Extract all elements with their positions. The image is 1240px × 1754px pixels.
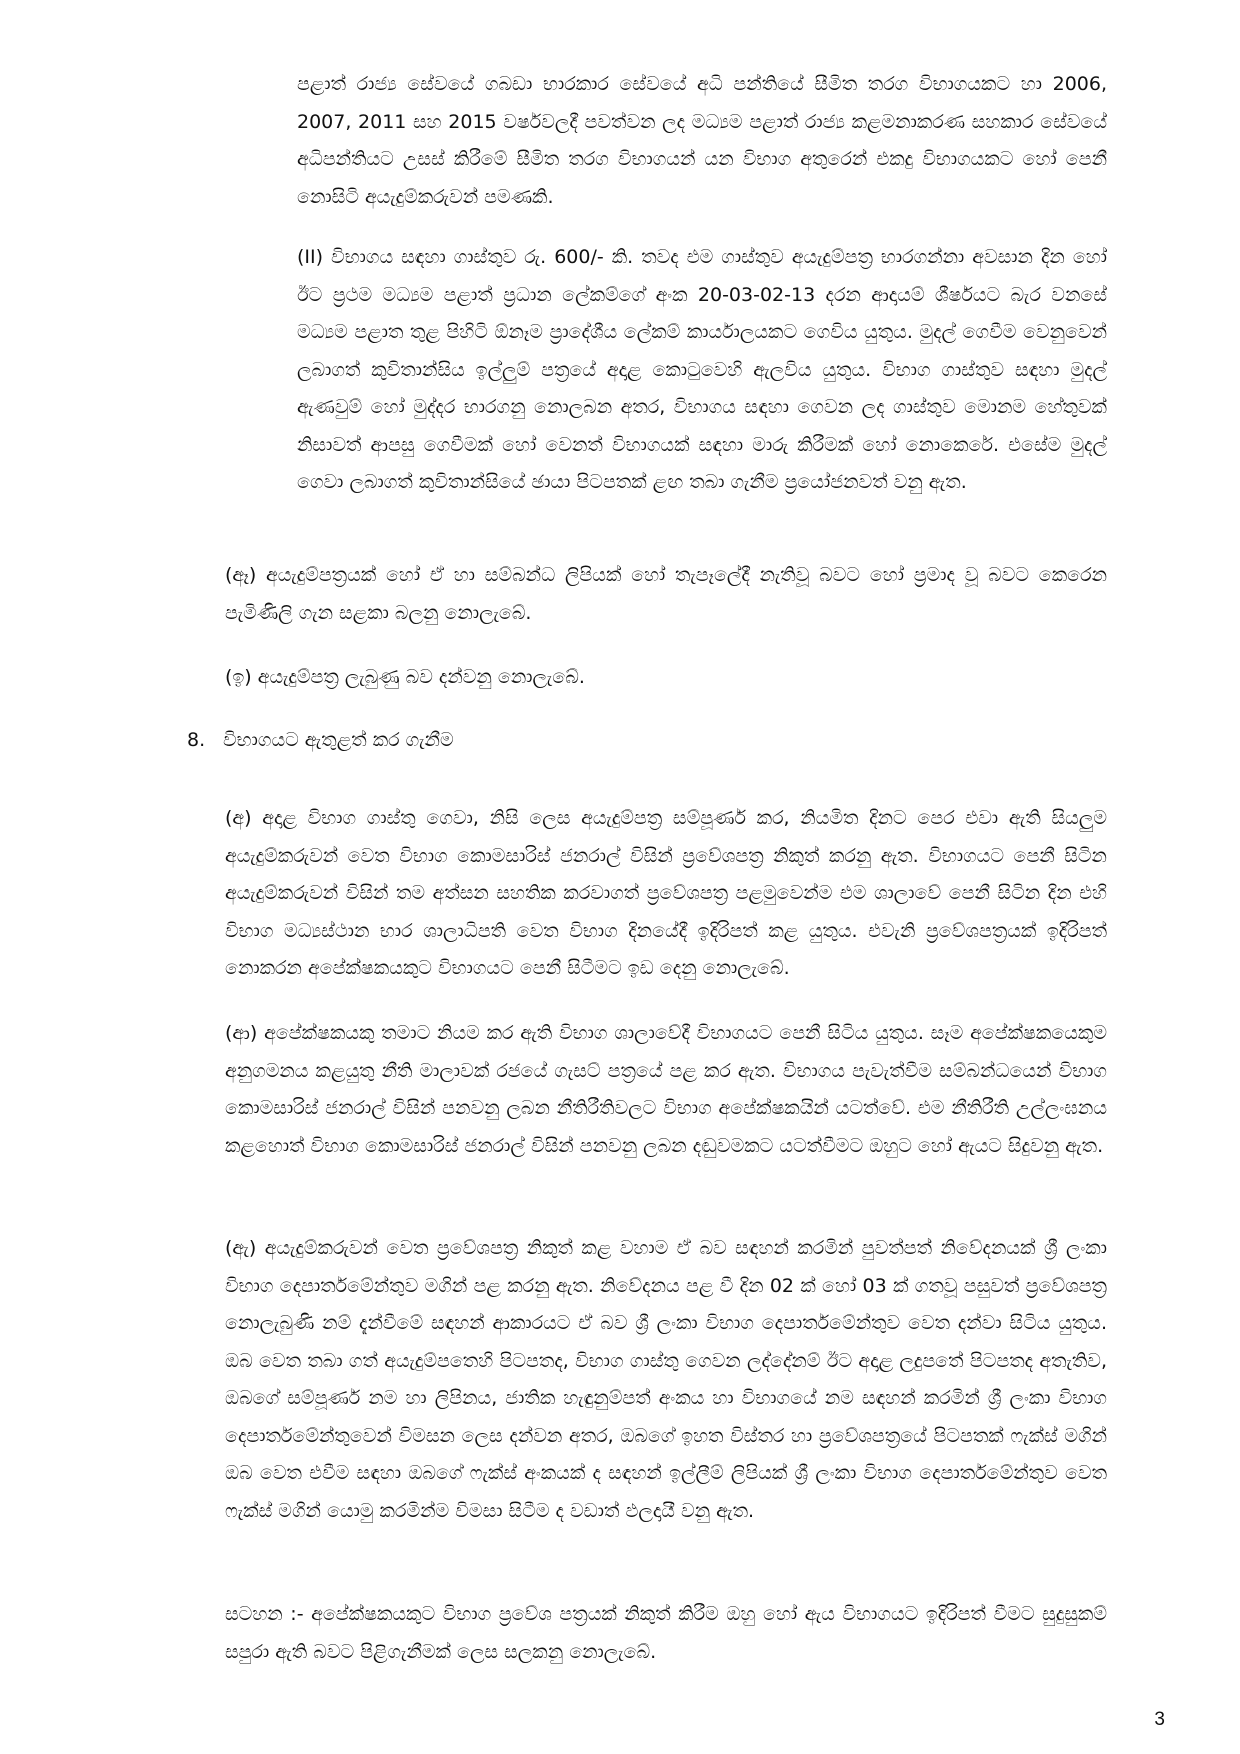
- fee-clause-paragraph: (II) විභාගය සඳහා ගාස්තුව රු. 600/- කි. තවද එම ගාස්තුව අයැදුම්පත්‍ර භාරගන්නා අවසාන දින හෝ ඊට ප්‍රථම මධ්‍යම පළාත් ප්‍රධාන ලේකම්ගේ අංක 20-03-02-13 දරන ආදායම් ශීර්ෂයට බැර වනසේ මධ්‍යම පළාත තුළ පිහිටි ඕනෑම ප්‍රාදේශීය ලේකම් කාර්යාලයකට ගෙවිය යුතුය. මුදල් ගෙවීම වෙනුවෙන් ලබාගත් කුවිතාන්සිය ඉල්ලුම් පත්‍රයේ අදාළ කොටුවෙහි ඇලවිය යුතුය. විභාග ගාස්තුව සඳහා මුදල් ඇණවුම් හෝ මුද්දර භාරගනු නොලබන අතර, විභාගය සඳහා ගෙවන ලද ගාස්තුව මොනම හේතුවක් නිසාවත් ආපසු ගෙවීමක් හෝ වෙනත් විභාගයක් සඳහා මාරු කිරීමක් හෝ නොකෙරේ. එසේම මුදල් ගෙවා ලබාගත් කුවිතාන්සියේ ඡායා පිටපතක් ළඟ තබා ගැනීම ප්‍රයෝජනවත් වනු ඇත.: [297, 246, 1107, 493]
- sub-clause-ae-paragraph: (ඇ) අයැදුම්කරුවන් වෙත ප්‍රවේශපත්‍ර නිකුත් කළ වහාම ඒ බව සඳහන් කරමින් පුවත්පත් නිවේදනයක් ශ්‍රී ලංකා විභාග දෙපාර්තමේන්තුව මගින් පළ කරනු ඇත. නිවේදනය පළ වී දින 02 ක් හෝ 03 ක් ගතවූ පසුවත් ප්‍රවේශපත්‍ර නොලැබුණි නම් දැන්වීමේ සඳහන් ආකාරයට ඒ බව ශ්‍රී ලංකා විභාග දෙපාර්තමේන්තුව වෙත දන්වා සිටිය යුතුය. ඔබ වෙත තබා ගත් අයැදුම්පතෙහි පිටපතද, විභාග ගාස්තු ගෙවන ලද්දේනම් ඊට අදාළ ලදුපතේ පිටපතද අතැතිව, ඔබගේ සම්පූර්ණ නම හා ලිපිනය, ජාතික හැඳුනුම්පත් අංකය හා විභාගයේ නම සඳහන් කරමින් ශ්‍රී ලංකා විභාග දෙපාර්තමේන්තුවෙන් විමසන ලෙස දන්වන අතර, ඔබගේ ඉහත විස්තර හා ප්‍රවේශපත්‍රයේ පිටපතක් ෆැක්ස් මගින් ඔබ වෙත එවීම සඳහා ඔබගේ ෆැක්ස් අංකයක් ද සඳහන් ඉල්ලීම් ලිපියක් ශ්‍රී ලංකා විභාග දෙපාර්තමේන්තුව වෙත ෆැක්ස් මගින් යොමු කරමින්ම විමසා සිටීම ද වඩාත් ඵලදායී වනු ඇත.: [225, 1237, 1107, 1522]
- note-paragraph: සටහන :- අපේක්ෂකයකුට විභාග ප්‍රවේශ පත්‍රයක් නිකුත් කිරීම ඔහු හෝ ඇය විභාගයට ඉදිරිපත් වීමට සුදුසුකම් සපුරා ඇති බවට පිළිගැනීමක් ලෙස සලකනු නොලැබේ.: [225, 1603, 1107, 1663]
- sub-clause-a-paragraph: (අ) අදාළ විභාග ගාස්තු ගෙවා, නිසි ලෙස අයැදුම්පත්‍ර සම්පූර්ණ කර, නියමිත දිනට පෙර එවා ඇති සියලුම අයැදුම්කරුවන් වෙත විභාග කොමසාරිස් ජනරාල් විසින් ප්‍රවේශපත්‍ර නිකුත් කරනු ඇත. විභාගයට පෙනී සිටින අයැදුම්කරුවන් විසින් තම අත්සන සහතික කරවාගත් ප්‍රවේශපත්‍ර පළමුවෙන්ම එම ශාලාවේ පෙනී සිටින දින එහි විභාග මධ්‍යස්ථාන භාර ශාලාධිපති වෙත විභාග දිනයේදී ඉදිරිපත් කළ යුතුය. එවැනි ප්‍රවේශපත්‍රයක් ඉදිරිපත් නොකරන අපේක්ෂකයකුට විභාගයට පෙනී සිටීමට ඉඩ දෙනු නොලැබේ.: [225, 807, 1107, 979]
- eligibility-continuation-paragraph: පළාත් රාජ්‍ය සේවයේ ගබඩා භාරකාර සේවයේ අධි පන්තියේ සීමිත තරග විභාගයකට හා 2006, 2007, 2011 සහ 2015 වර්ෂවලදී පවත්වන ලද මධ්‍යම පළාත් රාජ්‍ය කළමනාකරණ සහකාර සේවයේ අධිපන්තියට උසස් කිරීමේ සීමිත තරග විභාගයන් යන විභාග අතුරෙන් එකදු විභාගයකට හෝ පෙනී නොසිටි අයැදුම්කරුවන් පමණකි.: [297, 73, 1107, 208]
- section-8-heading: [187, 722, 1107, 760]
- clause-i-paragraph: (ඉ) අයැදුම්පත්‍ර ලැබුණු බව දන්වනු නොලැබේ.: [225, 666, 585, 688]
- sub-clause-aa-paragraph: (ආ) අපේක්ෂකයකු තමාට නියම කර ඇති විභාග ශාලාවේදී විභාගයට පෙනී සිටිය යුතුය. සෑම අපේක්ෂකයෙකුම අනුගමනය කළයුතු නීති මාලාවක් රජයේ ගැසට් පත්‍රයේ පළ කර ඇත. විභාගය පැවැත්වීම සම්බන්ධයෙන් විභාග කොමසාරිස් ජනරාල් විසින් පනවනු ලබන නීතිරීතිවලට විභාග අපේක්ෂකයින් යටත්වේ. එම නීතිරීති උල්ලංඝනය කළහොත් විභාග කොමසාරිස් ජනරාල් විසින් පනවනු ලබන දඬුවමකට යටත්වීමට ඔහුට හෝ ඇයට සිදුවනු ඇත.: [225, 1022, 1107, 1157]
- clause-ae-paragraph: (ඈ) අයැදුම්පත්‍රයක් හෝ ඒ හා සම්බන්ධ ලිපියක් හෝ තැපෑලේදී නැතිවූ බවට හෝ ප්‍රමාද වූ බවට කෙරෙන පැමිණිලි ගැන සළකා බලනු නොලැබේ.: [225, 564, 1107, 624]
- page-number: 3: [1154, 1709, 1165, 1730]
- section-title: විභාගයට ඇතුළත් කර ගැනීම: [223, 729, 454, 751]
- section-number: 8.: [187, 729, 206, 751]
